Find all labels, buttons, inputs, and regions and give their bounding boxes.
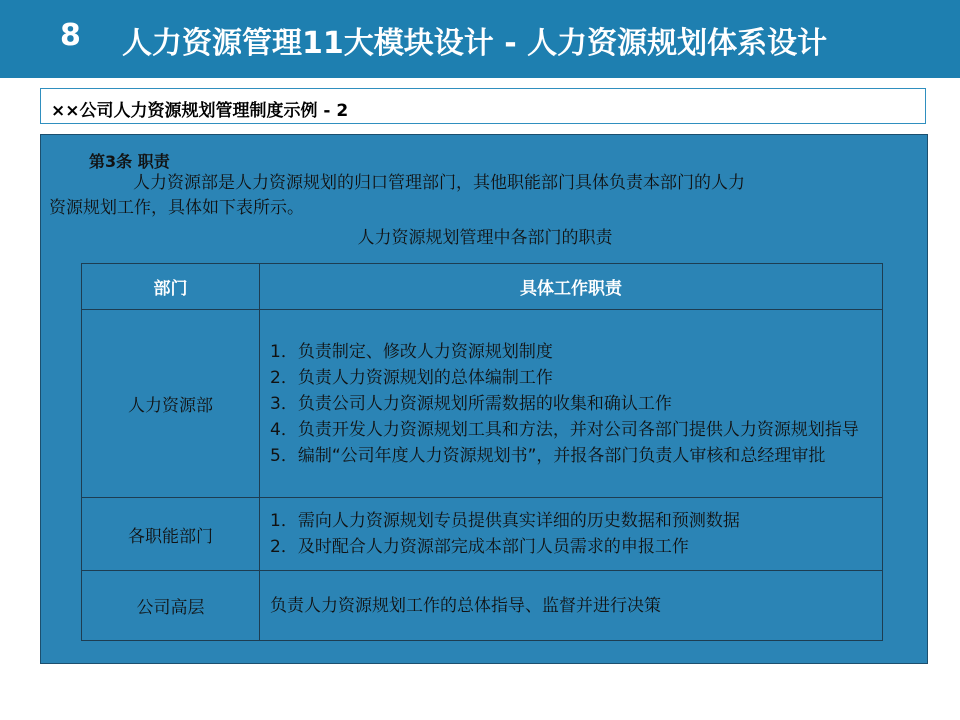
- dept-cell: 公司高层: [82, 571, 260, 641]
- column-header-duties: 具体工作职责: [260, 264, 883, 310]
- duty-item: 2．负责人力资源规划的总体编制工作: [270, 367, 553, 388]
- duty-item: 4．负责开发人力资源规划工具和方法，并对公司各部门提供人力资源规划指导: [270, 419, 859, 440]
- table-header-row: [82, 264, 883, 310]
- duty-item: 1．需向人力资源规划专员提供真实详细的历史数据和预测数据: [270, 511, 740, 531]
- duties-cell: [260, 571, 883, 641]
- duty-item: 1．负责制定、修改人力资源规划制度: [270, 341, 553, 362]
- content-panel: [40, 134, 928, 664]
- table-row: [82, 571, 883, 641]
- table-row: [82, 498, 883, 571]
- duties-cell: [260, 498, 883, 571]
- table-row: [82, 310, 883, 498]
- header-bar: [0, 0, 960, 78]
- page-title: 人力资源管理11大模块设计 - 人力资源规划体系设计: [122, 26, 828, 61]
- table-caption: 人力资源规划管理中各部门的职责: [357, 228, 613, 248]
- column-header-dept: 部门: [82, 264, 260, 310]
- article-heading: 第3条 职责: [89, 152, 170, 171]
- duty-item: 负责人力资源规划工作的总体指导、监督并进行决策: [270, 595, 661, 616]
- duties-cell: [260, 310, 883, 498]
- section-number: 8: [60, 18, 81, 53]
- duty-item: 3．负责公司人力资源规划所需数据的收集和确认工作: [270, 393, 672, 414]
- duties-table: [81, 263, 883, 641]
- dept-cell: 人力资源部: [82, 310, 260, 498]
- duty-item: 5．编制“公司年度人力资源规划书”，并报各部门负责人审核和总经理审批: [270, 445, 826, 466]
- subtitle: ××公司人力资源规划管理制度示例 - 2: [51, 101, 349, 121]
- article-body: [49, 171, 917, 221]
- dept-cell: 各职能部门: [82, 498, 260, 571]
- duty-item: 2．及时配合人力资源部完成本部门人员需求的申报工作: [270, 537, 689, 557]
- article-body-line1: 人力资源部是人力资源规划的归口管理部门，其他职能部门具体负责本部门的人力: [133, 173, 745, 193]
- article-body-line2: 资源规划工作，具体如下表所示。: [49, 198, 304, 218]
- subtitle-box: [40, 88, 926, 124]
